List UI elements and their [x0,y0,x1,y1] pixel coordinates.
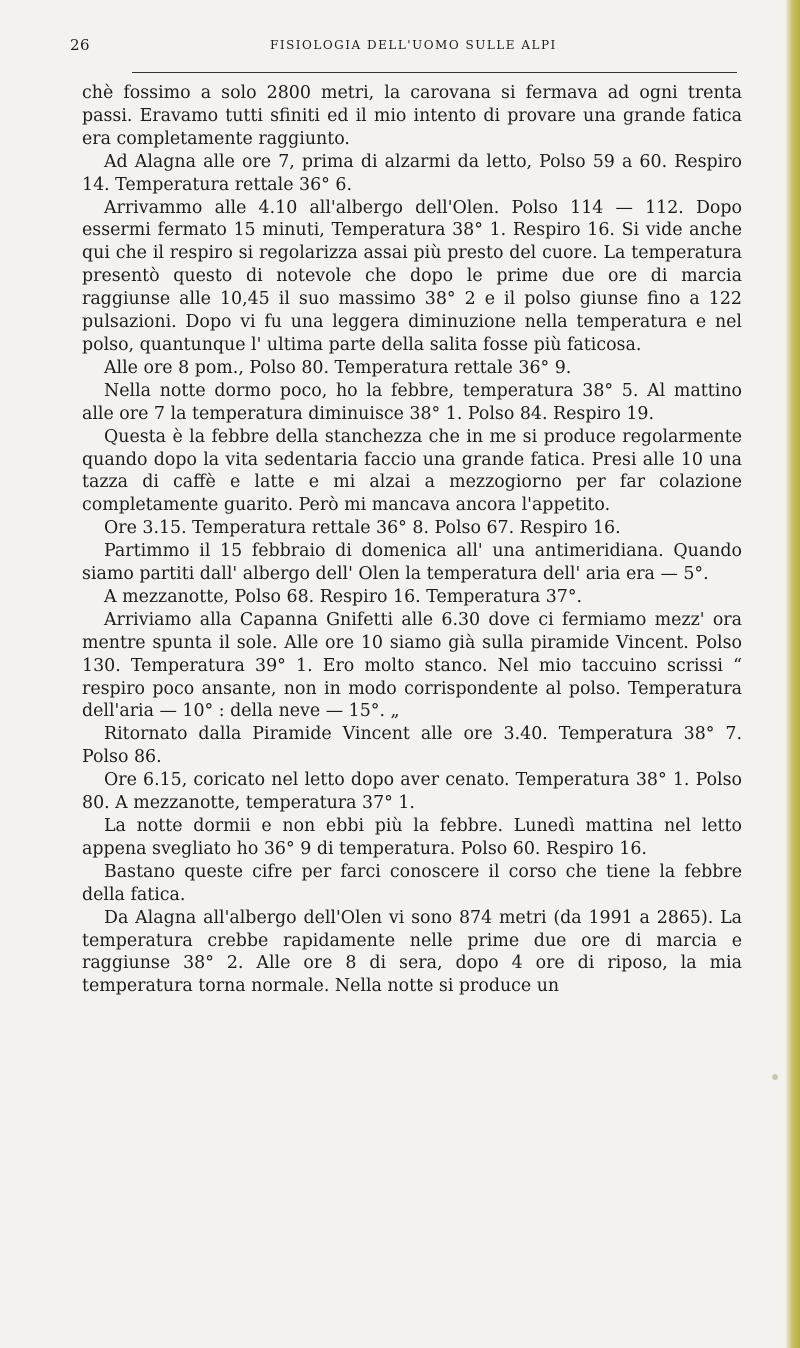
paragraph-altitude-gain: Da Alagna all'albergo dell'Olen vi sono 874 metri (da 1991 a 2865). La temperatura crebbe rapidamente nelle prime due ore di marcia e raggiunse 38° 2. Alle ore 8 di sera, dopo 4 ore di riposo, la mia temperatura torna normale. Nella notte si produce un [82,907,742,997]
paragraph-ore-615: Ore 6.15, coricato nel letto dopo aver cenato. Temperatura 38° 1. Polso 80. A mezzanotte, temperatura 37° 1. [82,770,742,814]
paragraph-alagna-morning: Ad Alagna alle ore 7, prima di alzarmi da letto, Polso 59 a 60. Respiro 14. Temperatura rettale 36° 6. [82,151,742,195]
paragraph-return: Ritornato dalla Piramide Vincent alle ore 3.40. Temperatura 38° 7. Polso 86. [82,724,742,768]
running-head [70,36,738,56]
header-rule [132,72,737,73]
running-title: FISIOLOGIA DELL'UOMO SULLE ALPI [270,38,557,52]
body-text [82,82,742,998]
paragraph-summary: Bastano queste cifre per farci conoscere il corso che tiene la febbre della fatica. [82,861,742,905]
paragraph-monday: La notte dormii e non ebbi più la febbre. Lunedì mattina nel letto appena svegliato ho 36° 9 di temperatura. Polso 60. Respiro 16. [82,816,742,859]
paragraph-departure: Partimmo il 15 febbraio di domenica all' una antimeridiana. Quando siamo partiti dall' albergo dell' Olen la temperatura dell' aria era — 5°. [82,541,742,585]
paragraph-fatigue-fever: Questa è la febbre della stanchezza che in me si produce regolarmente quando dopo la vita sedentaria faccio una grande fatica. Presi alle 10 una tazza di caffè e latte e mi alzai a mezzogiorno per far colazione completamente guarito. Però mi mancava ancora l'appetito. [82,426,742,516]
paragraph-night-fever: Nella notte dormo poco, ho la febbre, temperatura 38° 5. Al mattino alle ore 7 la temperatura diminuisce 38° 1. Polso 84. Respiro 19. [82,380,742,424]
page-number: 26 [70,36,91,54]
page-edge [786,0,800,1348]
paragraph-ore-315: Ore 3.15. Temperatura rettale 36° 8. Polso 67. Respiro 16. [104,518,621,539]
paper-speck [772,1074,778,1080]
paragraph-midnight: A mezzanotte, Polso 68. Respiro 16. Temperatura 37°. [104,586,583,607]
paragraph-evening-8pm: Alle ore 8 pom., Polso 80. Temperatura rettale 36° 9. [104,357,572,378]
paragraph-capanna-gnifetti: Arriviamo alla Capanna Gnifetti alle 6.30 dove ci fermiamo mezz' ora mentre spunta il sole. Alle ore 10 siamo già sulla piramide Vincent. Polso 130. Temperatura 39° 1. Ero molto stanco. Nel mio taccuino scrissi “ respiro poco ansante, non in modo corrispondente al polso. Temperatura dell'aria — 10° : della neve — 15°. „ [82,609,742,722]
paragraph-continuation: chè fossimo a solo 2800 metri, la carovana si fermava ad ogni trenta passi. Eravamo tutti sfiniti ed il mio intento di provare una grande fatica era completamente raggiunto. [82,83,742,149]
paragraph-arrival-olen: Arrivammo alle 4.10 all'albergo dell'Olen. Polso 114 — 112. Dopo essermi fermato 15 minuti, Temperatura 38° 1. Respiro 16. Si vide anche qui che il respiro si regolarizza assai più presto del cuore. La temperatura presentò questo di notevole che dopo le prime due ore di marcia raggiunse alle 10,45 il suo massimo 38° 2 e il polso giunse fino a 122 pulsazioni. Dopo vi fu una leggera diminuzione nella temperatura e nel polso, quantunque l' ultima parte della salita fosse più faticosa. [82,197,742,355]
